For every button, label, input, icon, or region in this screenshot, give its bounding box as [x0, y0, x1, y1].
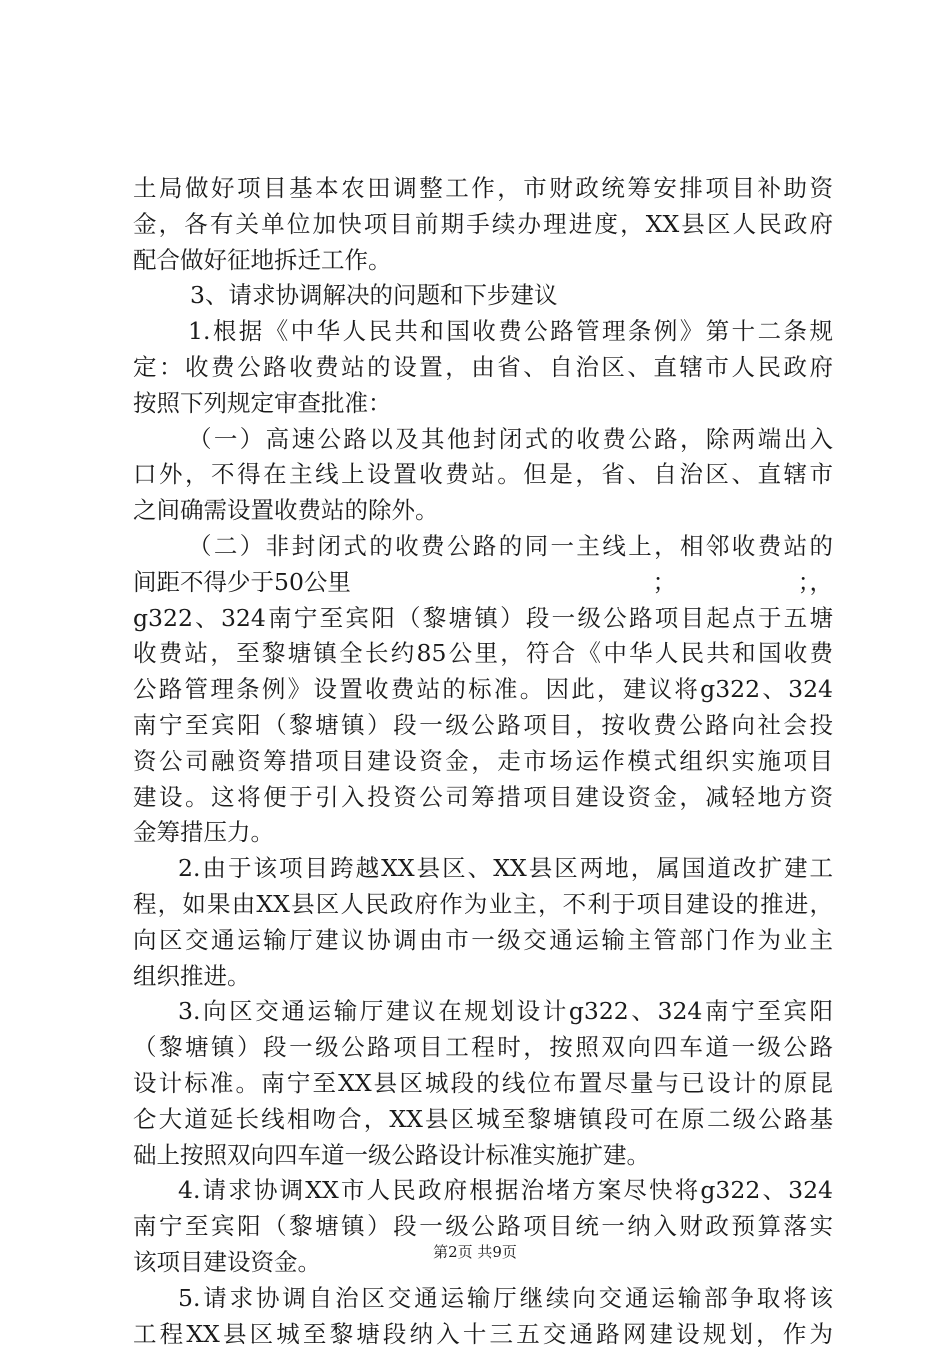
text-line: 础上按照双向四车道一级公路设计标准实施扩建。 [133, 1138, 833, 1174]
text-line: 程，如果由XX县区人民政府作为业主，不利于项目建设的推进， [133, 887, 833, 923]
text-line: 南宁至宾阳（黎塘镇）段一级公路项目统一纳入财政预算落实 [133, 1209, 833, 1245]
text-line-split [133, 565, 833, 601]
text-line: 该项目建设资金。 [133, 1245, 833, 1281]
text-line: 5.请求协调自治区交通运输厅继续向交通运输部争取将该 [133, 1281, 833, 1317]
text-line: 1.根据《中华人民共和国收费公路管理条例》第十二条规 [133, 314, 833, 350]
text-line: 按照下列规定审查批准： [133, 386, 833, 422]
text-line: 建设。这将便于引入投资公司筹措项目建设资金，减轻地方资 [133, 780, 833, 816]
document-body [133, 171, 833, 1352]
text-line: 设计标准。南宁至XX县区城段的线位布置尽量与已设计的原昆 [133, 1066, 833, 1102]
text-line: 收费站，至黎塘镇全长约85公里，符合《中华人民共和国收费 [133, 636, 833, 672]
split-left: 间距不得少于50公里 [133, 565, 351, 601]
text-line: 金筹措压力。 [133, 815, 833, 851]
split-right: ；， [798, 565, 833, 601]
text-line: 公路管理条例》设置收费站的标准。因此，建议将g322、324 [133, 672, 833, 708]
text-line: 2.由于该项目跨越XX县区、XX县区两地，属国道改扩建工 [133, 851, 833, 887]
text-line: （二）非封闭式的收费公路的同一主线上，相邻收费站的 [133, 529, 833, 565]
text-line: 南宁至宾阳（黎塘镇）段一级公路项目，按收费公路向社会投 [133, 708, 833, 744]
text-line: （黎塘镇）段一级公路项目工程时，按照双向四车道一级公路 [133, 1030, 833, 1066]
split-mid: ； [653, 565, 677, 601]
text-line: 4.请求协调XX市人民政府根据治堵方案尽快将g322、324 [133, 1173, 833, 1209]
text-line: 组织推进。 [133, 959, 833, 995]
page-number-footer: 第2页 共9页 [0, 1241, 950, 1262]
text-line: 资公司融资筹措项目建设资金，走市场运作模式组织实施项目 [133, 744, 833, 780]
text-line: 工程XX县区城至黎塘段纳入十三五交通路网建设规划，作为 [133, 1317, 833, 1352]
text-line: 配合做好征地拆迁工作。 [133, 243, 833, 279]
section-heading: 3、请求协调解决的问题和下步建议 [133, 278, 833, 314]
text-line: 仑大道延长线相吻合，XX县区城至黎塘镇段可在原二级公路基 [133, 1102, 833, 1138]
text-line: 向区交通运输厅建议协调由市一级交通运输主管部门作为业主 [133, 923, 833, 959]
text-line: 口外，不得在主线上设置收费站。但是，省、自治区、直辖市 [133, 457, 833, 493]
text-line: （一）高速公路以及其他封闭式的收费公路，除两端出入 [133, 422, 833, 458]
text-line: 金，各有关单位加快项目前期手续办理进度，XX县区人民政府 [133, 207, 833, 243]
text-line: 3.向区交通运输厅建议在规划设计g322、324南宁至宾阳 [133, 994, 833, 1030]
text-line: 定：收费公路收费站的设置，由省、自治区、直辖市人民政府 [133, 350, 833, 386]
text-line: 土局做好项目基本农田调整工作，市财政统筹安排项目补助资 [133, 171, 833, 207]
text-line: 之间确需设置收费站的除外。 [133, 493, 833, 529]
text-line: g322、324南宁至宾阳（黎塘镇）段一级公路项目起点于五塘 [133, 601, 833, 637]
